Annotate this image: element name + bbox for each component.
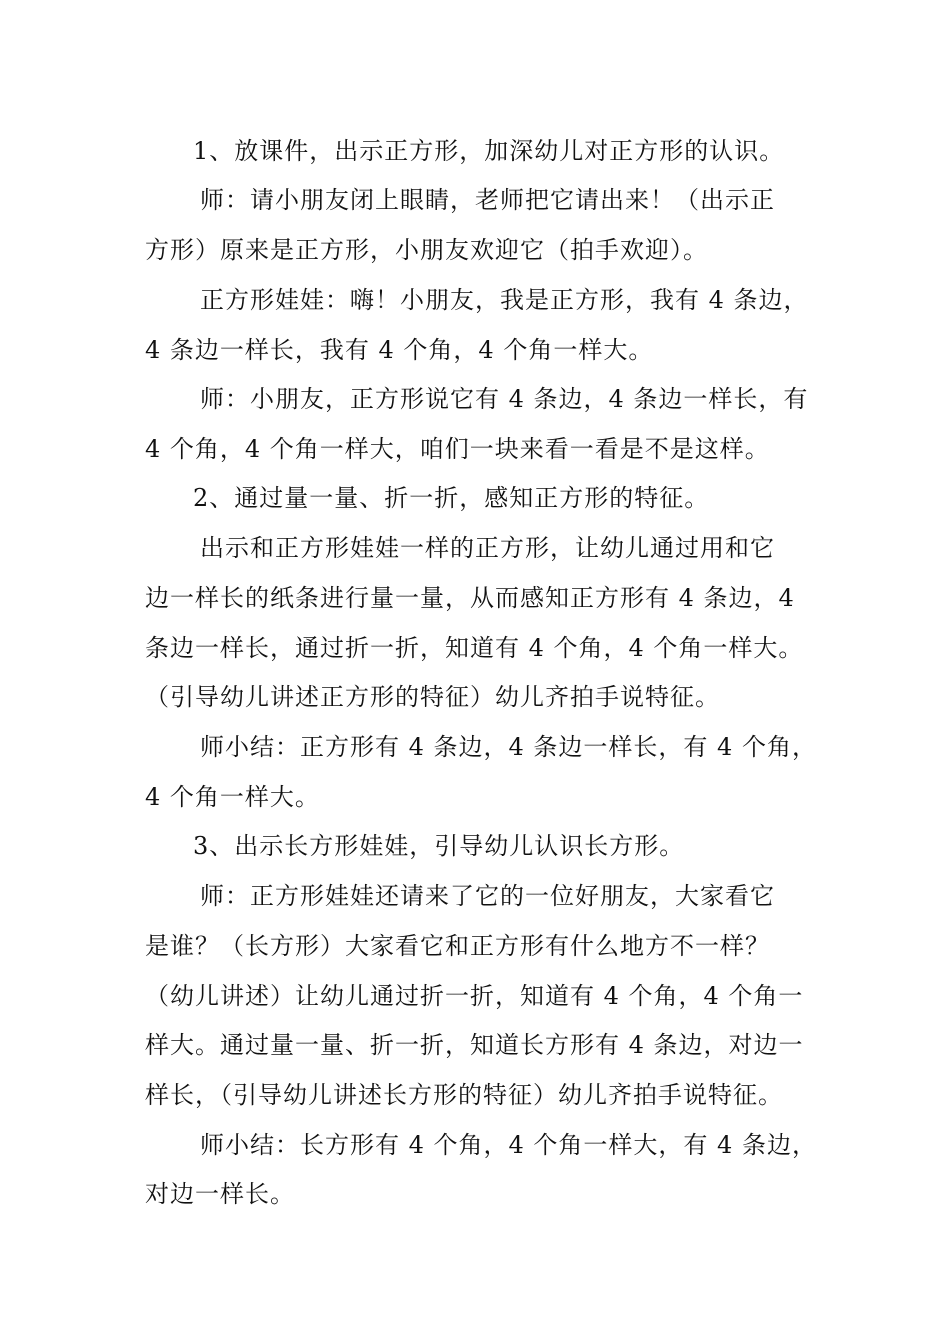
paragraph-line: 出示和正方形娃娃一样的正方形，让幼儿通过用和它 [200,534,775,562]
summary-line: 4 个角一样大。 [145,783,320,811]
summary-line: 师小结：长方形有 4 个角，4 个角一样大，有 4 条边， [200,1131,817,1159]
step-1-heading: 1、放课件，出示正方形，加深幼儿对正方形的认识。 [193,137,785,165]
paragraph-line: 是谁？（长方形）大家看它和正方形有什么地方不一样？ [145,932,770,960]
paragraph-line: （引导幼儿讲述正方形的特征）幼儿齐拍手说特征。 [145,683,720,711]
summary-line: 对边一样长。 [145,1180,295,1208]
paragraph-line: 样大。通过量一量、折一折，知道长方形有 4 条边，对边一 [145,1031,804,1059]
paragraph-line: 师：请小朋友闭上眼睛，老师把它请出来！（出示正 [200,186,775,214]
paragraph-line: 边一样长的纸条进行量一量，从而感知正方形有 4 条边，4 [145,584,795,612]
paragraph-line: 正方形娃娃：嗨！小朋友，我是正方形，我有 4 条边， [200,286,809,314]
paragraph-line: 4 个角，4 个角一样大，咱们一块来看一看是不是这样。 [145,435,770,463]
paragraph-line: 师：正方形娃娃还请来了它的一位好朋友，大家看它 [200,882,775,910]
paragraph-line: 4 条边一样长，我有 4 个角，4 个角一样大。 [145,336,654,364]
step-2-heading: 2、通过量一量、折一折，感知正方形的特征。 [193,484,710,512]
paragraph-line: 条边一样长，通过折一折，知道有 4 个角，4 个角一样大。 [145,634,804,662]
paragraph-line: 样长，（引导幼儿讲述长方形的特征）幼儿齐拍手说特征。 [145,1081,783,1109]
paragraph-line: 方形）原来是正方形，小朋友欢迎它（拍手欢迎）。 [145,236,708,264]
summary-line: 师小结：正方形有 4 条边，4 条边一样长，有 4 个角， [200,733,817,761]
paragraph-line: 师：小朋友，正方形说它有 4 条边，4 条边一样长，有 [200,385,809,413]
paragraph-line: （幼儿讲述）让幼儿通过折一折，知道有 4 个角，4 个角一 [145,982,804,1010]
step-3-heading: 3、出示长方形娃娃，引导幼儿认识长方形。 [193,832,685,860]
